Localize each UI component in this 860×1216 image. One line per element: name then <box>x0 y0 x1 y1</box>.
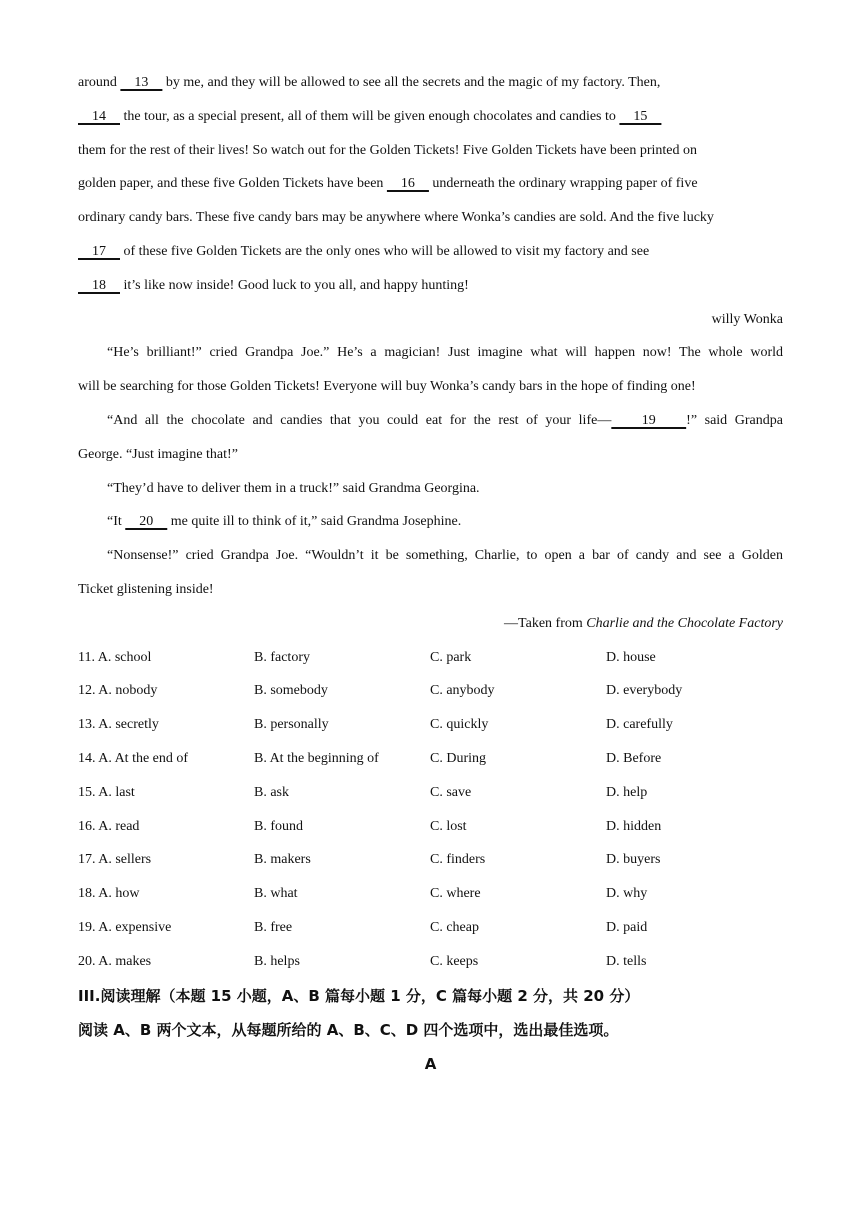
option-d: D. help <box>606 784 648 800</box>
document-page <box>78 66 783 1081</box>
option-c: C. where <box>430 886 481 902</box>
option-d: D. carefully <box>606 717 673 733</box>
passage-text: underneath the ordinary wrapping paper of five <box>428 176 698 192</box>
option-row <box>78 674 783 708</box>
option-row <box>78 810 783 844</box>
option-d: D. Before <box>606 750 662 766</box>
section-title: III.阅读理解（本题 15 小题，A、B 篇每小题 1 分，C 篇每小题 2 分，共 20 分） <box>78 986 640 1005</box>
source-title: Charlie and the Chocolate Factory <box>586 615 783 631</box>
passage-line-3: them for the rest of their lives! So watch out for the Golden Tickets! Five Golden Tickets have been printed on <box>78 142 698 158</box>
blank-18: 18 <box>78 277 120 293</box>
option-d: D. house <box>606 649 656 665</box>
passage-text: it’s like now inside! Good luck to you all, and happy hunting! <box>120 277 469 293</box>
option-b: B. free <box>254 919 293 935</box>
option-c: C. quickly <box>430 717 489 733</box>
passage-line-5: ordinary candy bars. These five candy bars may be anywhere where Wonka’s candies are sold. And the five lucky <box>78 210 714 226</box>
option-c: C. lost <box>430 818 467 834</box>
option-c: C. anybody <box>430 683 495 699</box>
paragraph-5 <box>78 505 783 539</box>
option-row <box>78 945 783 979</box>
blank-14: 14 <box>78 108 120 124</box>
option-row <box>78 843 783 877</box>
option-a: 13. A. secretly <box>78 717 159 733</box>
option-c: C. save <box>430 784 472 800</box>
passage-text: “It <box>107 514 126 530</box>
paragraph-4: “They’d have to deliver them in a truck!” said Grandma Georgina. <box>107 480 480 496</box>
passage-line-4 <box>78 167 783 201</box>
option-a: 20. A. makes <box>78 953 152 969</box>
option-b: B. factory <box>254 649 310 665</box>
option-d: D. tells <box>606 953 647 969</box>
option-row <box>78 776 783 810</box>
blank-13: 13 <box>120 75 163 90</box>
option-row <box>78 742 783 776</box>
paragraph-6-line-1: “Nonsense!” cried Grandpa Joe. “Wouldn’t it be something, Charlie, to open a bar of candy and see a Golden <box>107 548 783 564</box>
blank-20: 20 <box>125 514 168 530</box>
option-row <box>78 877 783 911</box>
option-a: 15. A. last <box>78 784 135 800</box>
option-b: B. makers <box>254 852 311 868</box>
blank-17: 17 <box>78 243 120 259</box>
passage-line-7 <box>78 269 783 303</box>
option-a: 12. A. nobody <box>78 683 158 699</box>
option-b: B. what <box>254 886 298 902</box>
option-a: 17. A. sellers <box>78 852 152 868</box>
passage-text: around <box>78 75 121 90</box>
option-b: B. somebody <box>254 683 328 699</box>
blank-19: 19 <box>611 412 687 428</box>
option-c: C. finders <box>430 852 486 868</box>
option-c: C. During <box>430 750 486 766</box>
option-a: 19. A. expensive <box>78 919 172 935</box>
option-c: C. cheap <box>430 919 479 935</box>
passage-text: “And all the chocolate and candies that you could eat for the rest of your life— <box>107 412 612 428</box>
paragraph-3-line-2: George. “Just imagine that!” <box>78 446 238 462</box>
option-d: D. paid <box>606 919 648 935</box>
passage-text: me quite ill to think of it,” said Grandma Josephine. <box>167 514 462 530</box>
option-a: 16. A. read <box>78 818 140 834</box>
option-c: C. keeps <box>430 953 479 969</box>
passage-text: the tour, as a special present, all of them will be given enough chocolates and candies to <box>120 108 620 124</box>
source-prefix: —Taken from <box>504 615 587 631</box>
section-instruction: 阅读 A、B 两个文本，从每题所给的 A、B、C、D 四个选项中，选出最佳选项。 <box>78 1020 619 1039</box>
passage-text: of these five Golden Tickets are the only ones who will be allowed to visit my factory and see <box>120 243 650 259</box>
paragraph-3-line-1 <box>78 404 783 438</box>
blank-15: 15 <box>619 108 662 124</box>
option-row <box>78 708 783 742</box>
option-b: B. found <box>254 818 303 834</box>
option-d: D. hidden <box>606 818 662 834</box>
option-b: B. helps <box>254 953 300 969</box>
passage-text: !” said Grandpa <box>686 412 783 428</box>
paragraph-6-line-2: Ticket glistening inside! <box>78 581 214 597</box>
paragraph-2-line-1: “He’s brilliant!” cried Grandpa Joe.” He’s a magician! Just imagine what will happen now! The whole world <box>107 345 783 361</box>
option-a: 14. A. At the end of <box>78 750 189 766</box>
blank-16: 16 <box>386 176 429 192</box>
passage-line-2 <box>78 100 783 134</box>
source-citation <box>78 607 783 641</box>
part-label: A <box>424 1054 437 1073</box>
option-a: 18. A. how <box>78 886 140 902</box>
option-d: D. why <box>606 886 648 902</box>
passage-line-6 <box>78 235 783 269</box>
passage-text: golden paper, and these five Golden Tickets have been <box>78 176 387 192</box>
option-a: 11. A. school <box>78 649 152 665</box>
passage-text: by me, and they will be allowed to see all the secrets and the magic of my factory. Then, <box>162 75 661 90</box>
option-d: D. everybody <box>606 683 683 699</box>
letter-signature: willy Wonka <box>711 311 783 327</box>
option-row <box>78 911 783 945</box>
option-b: B. ask <box>254 784 289 800</box>
option-b: B. At the beginning of <box>254 750 379 766</box>
option-b: B. personally <box>254 717 329 733</box>
paragraph-2-line-2: will be searching for those Golden Tickets! Everyone will buy Wonka’s candy bars in the hope of finding one! <box>78 379 696 395</box>
passage-line-1 <box>78 66 783 100</box>
option-c: C. park <box>430 649 472 665</box>
options-list <box>78 641 783 979</box>
option-d: D. buyers <box>606 852 661 868</box>
option-row <box>78 641 783 675</box>
